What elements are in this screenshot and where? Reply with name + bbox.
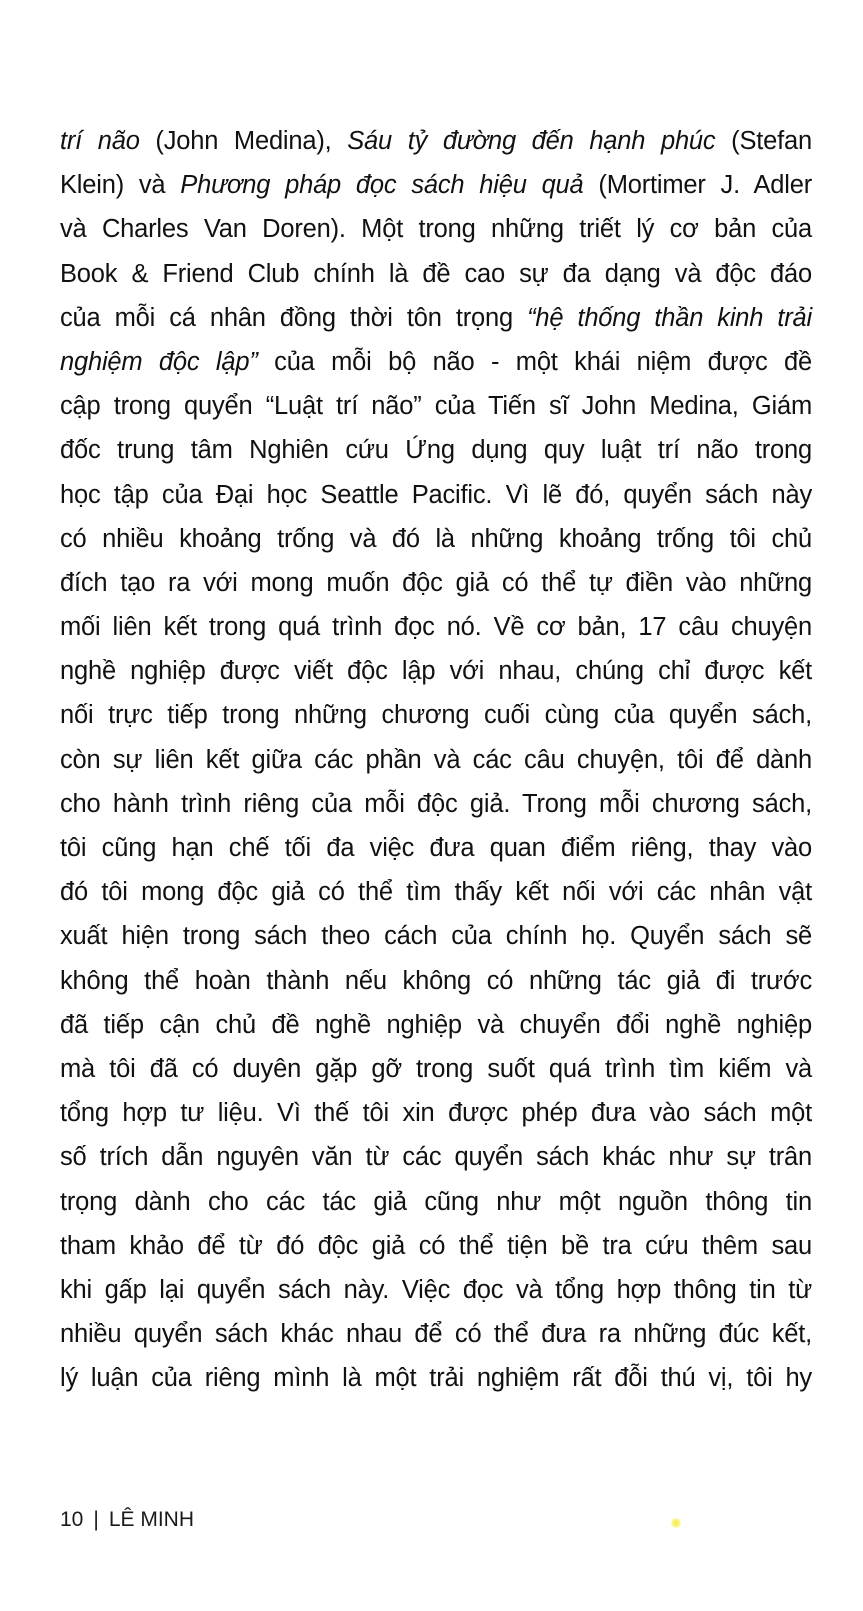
text-line bbox=[60, 119, 812, 163]
text-segment: của mỗi bộ não - một khái niệm được đề bbox=[257, 347, 812, 376]
italic-segment: “hệ thống thần kinh trải bbox=[527, 303, 813, 332]
text-segment: nghề nghiệp được viết độc lập với nhau, chúng chỉ được kết bbox=[60, 657, 812, 686]
italic-segment: trí não bbox=[60, 127, 140, 155]
text-segment: mà tôi đã có duyên gặp gỡ trong suốt quá trình tìm kiếm và bbox=[60, 1054, 812, 1083]
text-segment: không thể hoàn thành nếu không có những tác giả đi trước bbox=[60, 966, 812, 995]
text-line bbox=[60, 428, 812, 472]
text-segment: của mỗi cá nhân đồng thời tôn trọng bbox=[60, 303, 528, 332]
text-line bbox=[60, 384, 812, 428]
italic-segment: Sáu tỷ đường đến hạnh phúc bbox=[347, 127, 716, 155]
text-segment: lý luận của riêng mình là một trải nghiệm rất đỗi thú vị, tôi hy bbox=[60, 1364, 812, 1393]
text-line bbox=[60, 1356, 812, 1400]
text-line bbox=[60, 870, 812, 914]
text-segment: số trích dẫn nguyên văn từ các quyển sách khác như sự trân bbox=[60, 1143, 812, 1172]
text-segment: có nhiều khoảng trống và đó là những khoảng trống tôi chủ bbox=[60, 524, 812, 553]
text-segment: (Stefan bbox=[715, 127, 812, 155]
text-segment: cho hành trình riêng của mỗi độc giả. Trong mỗi chương sách, bbox=[60, 789, 812, 818]
text-segment: tổng hợp tư liệu. Vì thế tôi xin được phép đưa vào sách một bbox=[60, 1099, 812, 1128]
text-line bbox=[60, 826, 812, 870]
text-segment: (Mortimer J. Adler bbox=[583, 171, 812, 200]
footer-separator: | bbox=[93, 1508, 99, 1531]
text-segment: xuất hiện trong sách theo cách của chính họ. Quyển sách sẽ bbox=[60, 922, 812, 951]
text-line bbox=[60, 1003, 812, 1047]
text-line bbox=[60, 738, 812, 782]
text-segment: tham khảo để từ đó độc giả có thể tiện bề tra cứu thêm sau bbox=[60, 1231, 812, 1260]
text-line bbox=[60, 959, 812, 1003]
text-line bbox=[60, 693, 812, 737]
text-line bbox=[60, 1047, 812, 1091]
text-segment: mối liên kết trong quá trình đọc nó. Về cơ bản, 17 câu chuyện bbox=[60, 613, 812, 642]
text-line bbox=[60, 914, 812, 958]
text-segment: đốc trung tâm Nghiên cứu Ứng dụng quy luật trí não trong bbox=[60, 436, 812, 465]
page-footer bbox=[60, 1505, 194, 1535]
text-line bbox=[60, 163, 812, 207]
text-segment: Book & Friend Club chính là đề cao sự đa dạng và độc đáo bbox=[60, 259, 812, 288]
text-segment: (John Medina), bbox=[139, 127, 348, 155]
italic-segment: nghiệm độc lập” bbox=[60, 347, 258, 376]
text-segment: nối trực tiếp trong những chương cuối cùng của quyển sách, bbox=[60, 701, 812, 730]
text-line bbox=[60, 1135, 812, 1179]
text-line bbox=[60, 649, 812, 693]
body-paragraph bbox=[60, 119, 812, 1400]
text-line bbox=[60, 605, 812, 649]
text-segment: học tập của Đại học Seattle Pacific. Vì lẽ đó, quyển sách này bbox=[60, 480, 812, 509]
text-segment: còn sự liên kết giữa các phần và các câu chuyện, tôi để dành bbox=[60, 745, 812, 774]
text-segment: cập trong quyển “Luật trí não” của Tiến sĩ John Medina, Giám bbox=[60, 392, 812, 421]
running-author: LÊ MINH bbox=[108, 1508, 195, 1531]
scan-smudge-mark bbox=[671, 1518, 681, 1528]
text-line bbox=[60, 1091, 812, 1135]
text-line bbox=[60, 1180, 812, 1224]
text-line bbox=[60, 1312, 812, 1356]
text-line bbox=[60, 340, 812, 384]
text-segment: nhiều quyển sách khác nhau để có thể đưa ra những đúc kết, bbox=[60, 1320, 812, 1349]
text-line bbox=[60, 561, 812, 605]
text-segment: trọng dành cho các tác giả cũng như một nguồn thông tin bbox=[60, 1187, 812, 1216]
text-segment: khi gấp lại quyển sách này. Việc đọc và tổng hợp thông tin từ bbox=[60, 1275, 812, 1304]
text-segment: và Charles Van Doren). Một trong những triết lý cơ bản của bbox=[60, 215, 812, 244]
text-segment: đã tiếp cận chủ đề nghề nghiệp và chuyển đổi nghề nghiệp bbox=[60, 1010, 812, 1039]
text-line bbox=[60, 1224, 812, 1268]
text-segment: đó tôi mong độc giả có thể tìm thấy kết nối với các nhân vật bbox=[60, 878, 812, 907]
text-segment: tôi cũng hạn chế tối đa việc đưa quan điểm riêng, thay vào bbox=[60, 834, 812, 862]
text-line bbox=[60, 517, 812, 561]
text-segment: Klein) và bbox=[60, 171, 181, 200]
text-line bbox=[60, 473, 812, 517]
page-number: 10 bbox=[60, 1508, 84, 1531]
text-line bbox=[60, 1268, 812, 1312]
text-segment: đích tạo ra với mong muốn độc giả có thể tự điền vào những bbox=[60, 568, 812, 597]
text-line bbox=[60, 782, 812, 826]
text-line bbox=[60, 296, 812, 340]
text-line bbox=[60, 252, 812, 296]
text-line bbox=[60, 207, 812, 251]
italic-segment: Phương pháp đọc sách hiệu quả bbox=[180, 171, 584, 200]
